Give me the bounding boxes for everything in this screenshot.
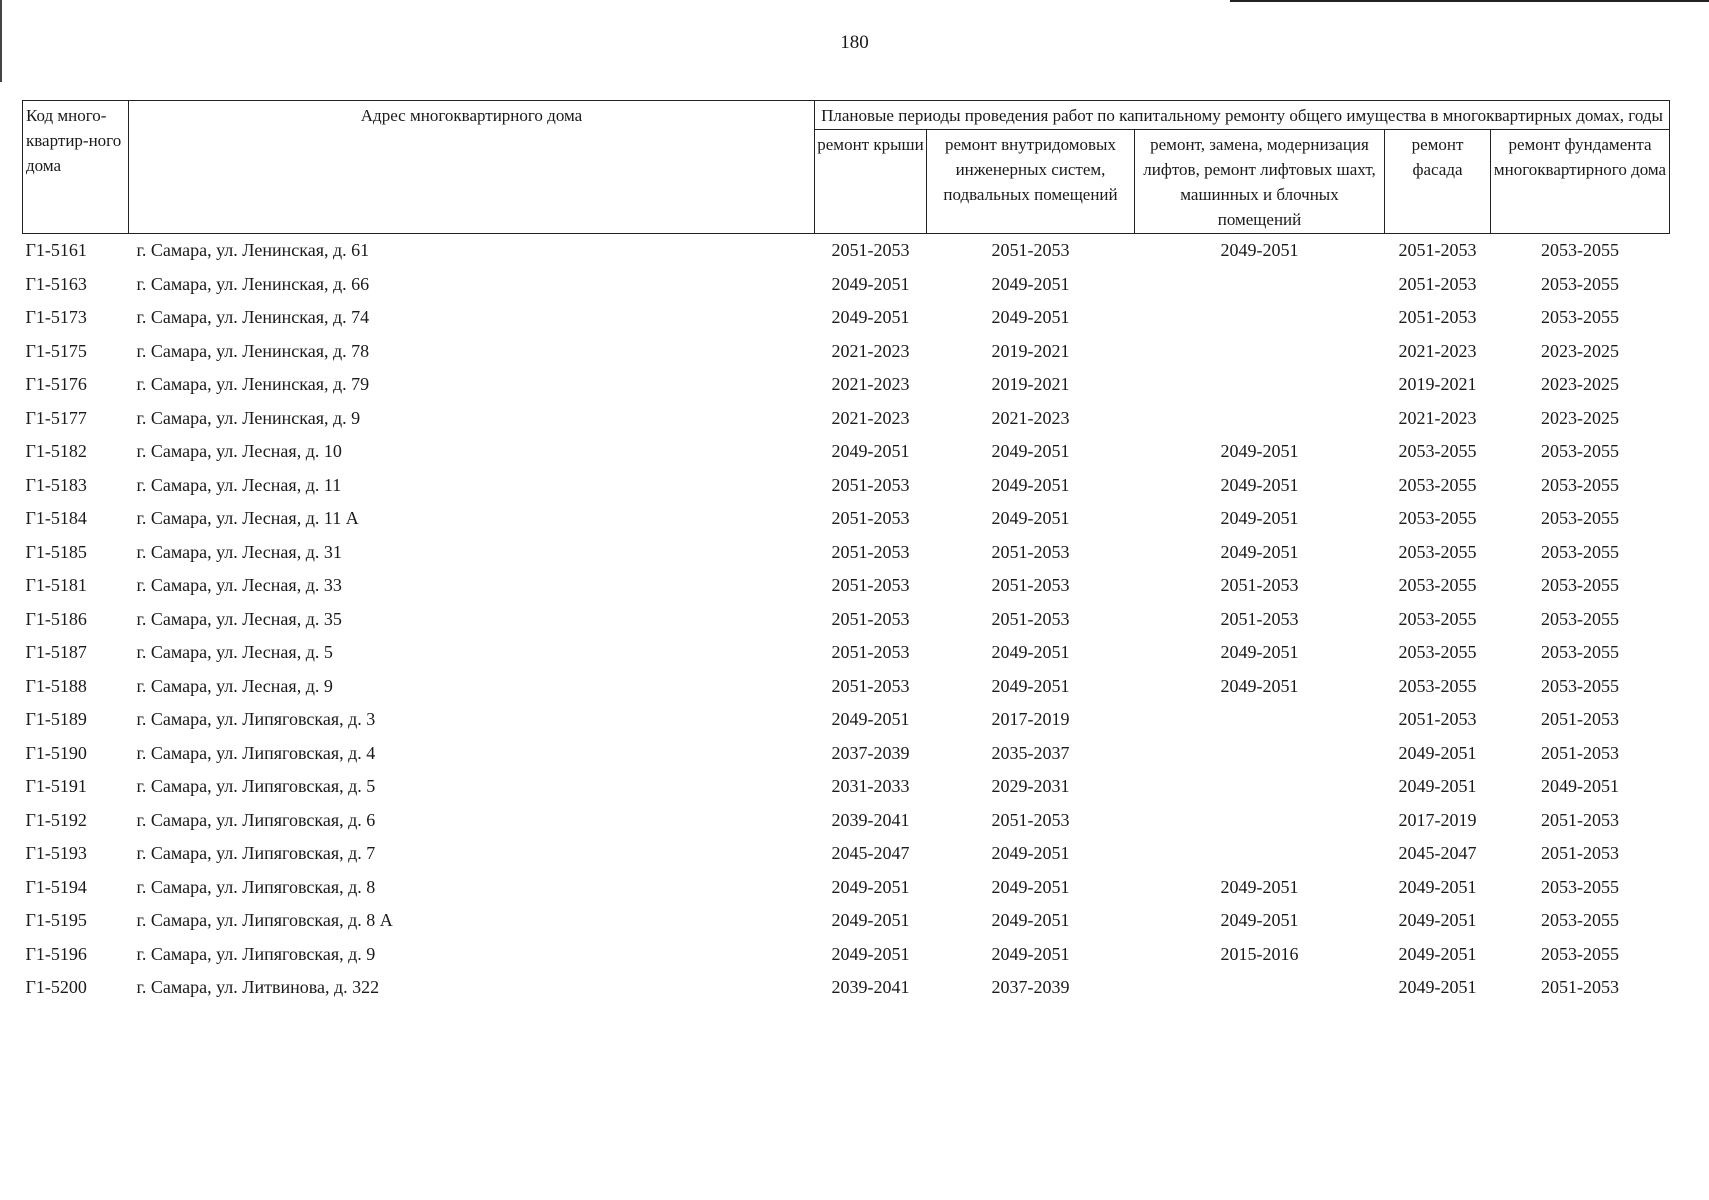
cell-code: Г1-5163 — [25, 273, 87, 294]
cell-code: Г1-5175 — [25, 340, 87, 361]
cell-roof: 2051-2053 — [831, 575, 910, 596]
cell-systems: 2051-2053 — [991, 575, 1070, 596]
cell-systems: 2049-2051 — [991, 642, 1070, 663]
cell-roof: 2049-2051 — [831, 910, 910, 931]
cell-foundation: 2053-2055 — [1541, 608, 1619, 629]
cell-foundation: 2053-2055 — [1541, 508, 1619, 529]
cell-roof: 2051-2053 — [831, 508, 910, 529]
cell-systems: 2049-2051 — [991, 307, 1070, 328]
cell-systems: 2051-2053 — [991, 608, 1070, 629]
cell-address: г. Самара, ул. Ленинская, д. 61 — [136, 240, 370, 261]
cell-roof: 2051-2053 — [831, 474, 910, 495]
cell-elevators: 2049-2051 — [1220, 642, 1299, 663]
cell-facade: 2053-2055 — [1398, 608, 1477, 629]
cell-systems: 2049-2051 — [991, 474, 1070, 495]
cell-address: г. Самара, ул. Ленинская, д. 66 — [136, 273, 370, 294]
cell-foundation: 2051-2053 — [1541, 809, 1619, 830]
cell-foundation: 2053-2055 — [1541, 541, 1619, 562]
header-code: Код много-квартир-ного дома — [23, 101, 129, 234]
page-edge-line-top — [1230, 0, 1709, 2]
table-row — [23, 837, 1670, 871]
cell-foundation: 2053-2055 — [1541, 441, 1619, 462]
cell-facade: 2049-2051 — [1398, 876, 1477, 897]
cell-systems: 2051-2053 — [991, 809, 1070, 830]
cell-systems: 2049-2051 — [991, 943, 1070, 964]
cell-address: г. Самара, ул. Лесная, д. 5 — [136, 642, 333, 663]
cell-facade: 2053-2055 — [1398, 541, 1477, 562]
cell-code: Г1-5188 — [25, 675, 87, 696]
cell-systems: 2029-2031 — [991, 776, 1070, 797]
cell-address: г. Самара, ул. Липяговская, д. 6 — [136, 809, 376, 830]
cell-address: г. Самара, ул. Липяговская, д. 8 А — [136, 910, 393, 931]
cell-roof: 2049-2051 — [831, 943, 910, 964]
cell-elevators: 2051-2053 — [1220, 608, 1299, 629]
cell-foundation: 2053-2055 — [1541, 575, 1619, 596]
cell-roof: 2051-2053 — [831, 541, 910, 562]
cell-code: Г1-5183 — [25, 474, 87, 495]
cell-elevators: 2049-2051 — [1220, 541, 1299, 562]
cell-roof: 2051-2053 — [831, 642, 910, 663]
cell-foundation: 2053-2055 — [1541, 307, 1619, 328]
table-row — [23, 536, 1670, 570]
cell-address: г. Самара, ул. Ленинская, д. 78 — [136, 340, 370, 361]
table-row — [23, 904, 1670, 938]
cell-facade: 2053-2055 — [1398, 675, 1477, 696]
cell-foundation: 2023-2025 — [1541, 374, 1619, 395]
cell-facade: 2019-2021 — [1398, 374, 1477, 395]
cell-facade: 2051-2053 — [1398, 307, 1477, 328]
cell-systems: 2035-2037 — [991, 742, 1070, 763]
cell-elevators: 2051-2053 — [1220, 575, 1299, 596]
cell-code: Г1-5185 — [25, 541, 87, 562]
cell-roof: 2039-2041 — [831, 809, 910, 830]
cell-code: Г1-5187 — [25, 642, 87, 663]
capital-repair-schedule-table — [22, 100, 1670, 1005]
cell-foundation: 2049-2051 — [1541, 776, 1619, 797]
cell-facade: 2049-2051 — [1398, 943, 1477, 964]
cell-address: г. Самара, ул. Лесная, д. 9 — [136, 675, 333, 696]
cell-elevators: 2015-2016 — [1220, 943, 1299, 964]
cell-roof: 2051-2053 — [831, 240, 910, 261]
page-number: 180 — [840, 32, 869, 53]
header-periods-group: Плановые периоды проведения работ по капитальному ремонту общего имущества в многоквартирных домах, годы — [815, 101, 1670, 130]
cell-elevators — [1135, 368, 1385, 402]
cell-foundation: 2023-2025 — [1541, 407, 1619, 428]
cell-roof: 2049-2051 — [831, 709, 910, 730]
table-row — [23, 971, 1670, 1005]
cell-address: г. Самара, ул. Литвинова, д. 322 — [136, 977, 380, 998]
cell-code: Г1-5195 — [25, 910, 87, 931]
cell-address: г. Самара, ул. Липяговская, д. 3 — [136, 709, 376, 730]
table-row — [23, 770, 1670, 804]
cell-systems: 2021-2023 — [991, 407, 1070, 428]
cell-address: г. Самара, ул. Ленинская, д. 9 — [136, 407, 361, 428]
cell-roof: 2031-2033 — [831, 776, 910, 797]
table-row — [23, 737, 1670, 771]
cell-elevators: 2049-2051 — [1220, 441, 1299, 462]
cell-roof: 2039-2041 — [831, 977, 910, 998]
cell-facade: 2053-2055 — [1398, 575, 1477, 596]
cell-foundation: 2053-2055 — [1541, 474, 1619, 495]
cell-roof: 2049-2051 — [831, 876, 910, 897]
cell-address: г. Самара, ул. Липяговская, д. 9 — [136, 943, 376, 964]
cell-elevators — [1135, 268, 1385, 302]
cell-foundation: 2051-2053 — [1541, 709, 1619, 730]
cell-systems: 2037-2039 — [991, 977, 1070, 998]
cell-foundation: 2053-2055 — [1541, 642, 1619, 663]
cell-address: г. Самара, ул. Липяговская, д. 5 — [136, 776, 376, 797]
cell-systems: 2049-2051 — [991, 675, 1070, 696]
cell-elevators — [1135, 770, 1385, 804]
cell-elevators: 2049-2051 — [1220, 675, 1299, 696]
header-row-top — [23, 101, 1670, 130]
cell-systems: 2049-2051 — [991, 508, 1070, 529]
table-row — [23, 804, 1670, 838]
table-row — [23, 603, 1670, 637]
cell-systems: 2017-2019 — [991, 709, 1070, 730]
table-row — [23, 268, 1670, 302]
header-systems: ремонт внутридомовых инженерных систем, подвальных помещений — [927, 130, 1135, 234]
cell-systems: 2049-2051 — [991, 273, 1070, 294]
cell-roof: 2021-2023 — [831, 374, 910, 395]
cell-address: г. Самара, ул. Ленинская, д. 79 — [136, 374, 370, 395]
cell-code: Г1-5196 — [25, 943, 87, 964]
cell-foundation: 2053-2055 — [1541, 910, 1619, 931]
cell-facade: 2053-2055 — [1398, 508, 1477, 529]
cell-code: Г1-5193 — [25, 843, 87, 864]
table-row — [23, 871, 1670, 905]
header-roof: ремонт крыши — [815, 130, 927, 234]
cell-address: г. Самара, ул. Липяговская, д. 4 — [136, 742, 376, 763]
table-row — [23, 636, 1670, 670]
cell-foundation: 2053-2055 — [1541, 876, 1619, 897]
cell-foundation: 2053-2055 — [1541, 675, 1619, 696]
cell-roof: 2049-2051 — [831, 441, 910, 462]
cell-elevators — [1135, 837, 1385, 871]
cell-systems: 2049-2051 — [991, 441, 1070, 462]
cell-code: Г1-5176 — [25, 374, 87, 395]
cell-code: Г1-5181 — [25, 575, 87, 596]
cell-elevators: 2049-2051 — [1220, 474, 1299, 495]
cell-systems: 2049-2051 — [991, 876, 1070, 897]
cell-facade: 2049-2051 — [1398, 977, 1477, 998]
cell-facade: 2021-2023 — [1398, 340, 1477, 361]
cell-facade: 2053-2055 — [1398, 642, 1477, 663]
cell-elevators: 2049-2051 — [1220, 876, 1299, 897]
cell-address: г. Самара, ул. Липяговская, д. 7 — [136, 843, 376, 864]
cell-code: Г1-5177 — [25, 407, 87, 428]
cell-roof: 2049-2051 — [831, 273, 910, 294]
header-address: Адрес многоквартирного дома — [129, 101, 815, 234]
cell-facade: 2053-2055 — [1398, 441, 1477, 462]
cell-elevators: 2049-2051 — [1220, 508, 1299, 529]
cell-elevators — [1135, 301, 1385, 335]
table-row — [23, 335, 1670, 369]
table-row — [23, 435, 1670, 469]
cell-code: Г1-5186 — [25, 608, 87, 629]
table-row — [23, 938, 1670, 972]
cell-systems: 2049-2051 — [991, 843, 1070, 864]
cell-systems: 2051-2053 — [991, 541, 1070, 562]
header-foundation: ремонт фундамента многоквартирного дома — [1491, 130, 1670, 234]
cell-address: г. Самара, ул. Ленинская, д. 74 — [136, 307, 370, 328]
cell-foundation: 2051-2053 — [1541, 742, 1619, 763]
cell-foundation: 2023-2025 — [1541, 340, 1619, 361]
cell-facade: 2021-2023 — [1398, 407, 1477, 428]
cell-address: г. Самара, ул. Лесная, д. 35 — [136, 608, 342, 629]
cell-address: г. Самара, ул. Лесная, д. 10 — [136, 441, 342, 462]
table-row — [23, 368, 1670, 402]
cell-elevators: 2049-2051 — [1220, 910, 1299, 931]
table-header — [23, 101, 1670, 234]
cell-roof: 2051-2053 — [831, 675, 910, 696]
cell-code: Г1-5173 — [25, 307, 87, 328]
cell-roof: 2045-2047 — [831, 843, 910, 864]
cell-code: Г1-5190 — [25, 742, 87, 763]
cell-systems: 2051-2053 — [991, 240, 1070, 261]
cell-foundation: 2053-2055 — [1541, 273, 1619, 294]
table-row — [23, 670, 1670, 704]
cell-roof: 2037-2039 — [831, 742, 910, 763]
cell-code: Г1-5189 — [25, 709, 87, 730]
cell-address: г. Самара, ул. Липяговская, д. 8 — [136, 876, 376, 897]
cell-code: Г1-5161 — [25, 240, 87, 261]
cell-code: Г1-5184 — [25, 508, 87, 529]
cell-facade: 2017-2019 — [1398, 809, 1477, 830]
cell-elevators — [1135, 971, 1385, 1005]
header-elevators: ремонт, замена, модернизация лифтов, ремонт лифтовых шахт, машинных и блочных помещений — [1135, 130, 1385, 234]
cell-facade: 2049-2051 — [1398, 910, 1477, 931]
cell-roof: 2049-2051 — [831, 307, 910, 328]
cell-systems: 2019-2021 — [991, 374, 1070, 395]
cell-code: Г1-5194 — [25, 876, 87, 897]
cell-foundation: 2053-2055 — [1541, 240, 1619, 261]
cell-elevators — [1135, 703, 1385, 737]
cell-elevators — [1135, 737, 1385, 771]
cell-elevators — [1135, 335, 1385, 369]
cell-facade: 2053-2055 — [1398, 474, 1477, 495]
table-row — [23, 502, 1670, 536]
cell-address: г. Самара, ул. Лесная, д. 31 — [136, 541, 342, 562]
cell-elevators: 2049-2051 — [1220, 240, 1299, 261]
cell-address: г. Самара, ул. Лесная, д. 33 — [136, 575, 342, 596]
cell-code: Г1-5182 — [25, 441, 87, 462]
cell-address: г. Самара, ул. Лесная, д. 11 А — [136, 508, 359, 529]
table-row — [23, 301, 1670, 335]
table-row — [23, 402, 1670, 436]
cell-code: Г1-5200 — [25, 977, 87, 998]
cell-elevators — [1135, 804, 1385, 838]
header-facade: ремонт фасада — [1385, 130, 1491, 234]
cell-facade: 2049-2051 — [1398, 742, 1477, 763]
cell-roof: 2021-2023 — [831, 340, 910, 361]
cell-facade: 2051-2053 — [1398, 240, 1477, 261]
cell-facade: 2049-2051 — [1398, 776, 1477, 797]
cell-foundation: 2051-2053 — [1541, 977, 1619, 998]
cell-roof: 2051-2053 — [831, 608, 910, 629]
table-row — [23, 569, 1670, 603]
table-row — [23, 703, 1670, 737]
cell-facade: 2051-2053 — [1398, 709, 1477, 730]
cell-systems: 2049-2051 — [991, 910, 1070, 931]
cell-address: г. Самара, ул. Лесная, д. 11 — [136, 474, 342, 495]
cell-roof: 2021-2023 — [831, 407, 910, 428]
cell-facade: 2045-2047 — [1398, 843, 1477, 864]
cell-elevators — [1135, 402, 1385, 436]
cell-foundation: 2051-2053 — [1541, 843, 1619, 864]
table-body — [23, 234, 1670, 1005]
cell-code: Г1-5192 — [25, 809, 87, 830]
cell-foundation: 2053-2055 — [1541, 943, 1619, 964]
cell-facade: 2051-2053 — [1398, 273, 1477, 294]
cell-systems: 2019-2021 — [991, 340, 1070, 361]
table-row — [23, 469, 1670, 503]
cell-code: Г1-5191 — [25, 776, 87, 797]
table-row — [23, 234, 1670, 268]
